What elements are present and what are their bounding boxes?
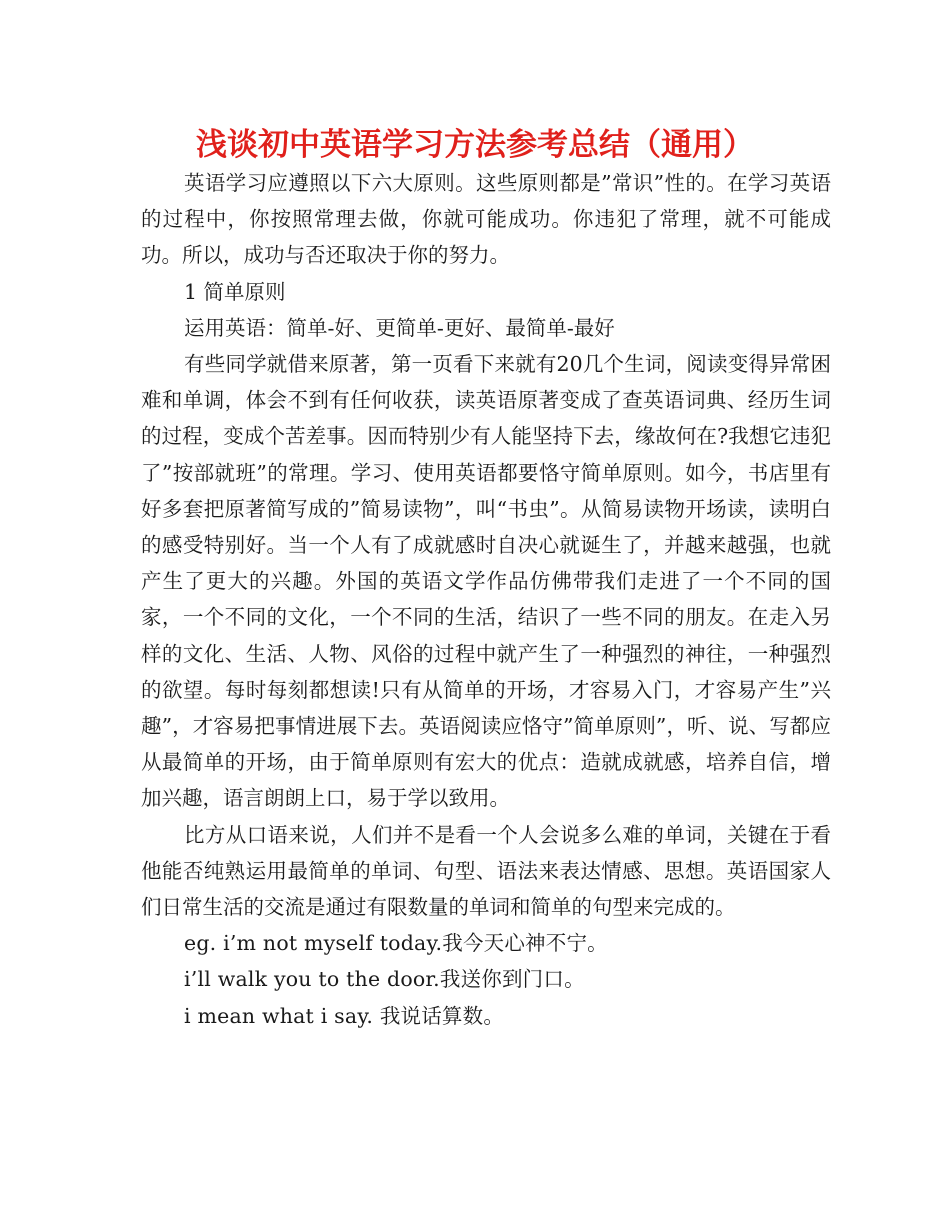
example-sentence: eg. i’m not myself today.我今天心神不宁。 xyxy=(184,931,608,956)
example-sentence: i mean what i say. 我说话算数。 xyxy=(184,1003,505,1028)
document-title: 浅谈初中英语学习方法参考总结（通用） xyxy=(196,127,754,163)
example-sentence: i’ll walk you to the door.我送你到门口。 xyxy=(184,967,585,992)
paragraph-intro: 英语学习应遵照以下六大原则。这些原则都是”常识”性的。在学习英语的过程中，你按照常理去做，你就可能成功。你违犯了常理，就不可能成功。所以，成功与否还取决于你的努力。 xyxy=(141,171,831,268)
section-heading: 1 简单原则 xyxy=(184,279,286,304)
paragraph-speaking: 比方从口语来说，人们并不是看一个人会说多么难的单词，关键在于看他能否纯熟运用最简单的单词、句型、语法来表达情感、思想。英语国家人们日常生活的交流是通过有限数量的单词和简单的句型来完成的。 xyxy=(141,822,831,920)
paragraph-reading: 有些同学就借来原著，第一页看下来就有20几个生词，阅读变得异常困难和单调，体会不到有任何收获，读英语原著变成了查英语词典、经历生词的过程，变成个苦差事。因而特别少有人能坚持下去，缘故何在?我想它违犯了”按部就班”的常理。学习、使用英语都要恪守简单原则。如今，书店里有好多套把原著简写成的”简易读物”，叫“书虫”。从简易读物开场读，读明白的感受特别好。当一个人有了成就感时自决心就诞生了，并越来越强，也就产生了更大的兴趣。外国的英语文学作品仿佛带我们走进了一个不同的国家，一个不同的文化，一个不同的生活，结识了一些不同的朋友。在走入另样的文化、生活、人物、风俗的过程中就产生了一种强烈的神往，一种强烈的欲望。每时每刻都想读!只有从简单的开场，才容易入门，才容易产生”兴趣”，才容易把事情进展下去。英语阅读应恪守”简单原则”，听、说、写都应从最简单的开场，由于简单原则有宏大的优点：造就成就感，培养自信，增加兴趣，语言朗朗上口，易于学以致用。 xyxy=(141,352,831,811)
document-body xyxy=(141,165,831,1034)
principle-summary: 运用英语：简单-好、更简单-更好、最简单-最好 xyxy=(184,315,615,340)
